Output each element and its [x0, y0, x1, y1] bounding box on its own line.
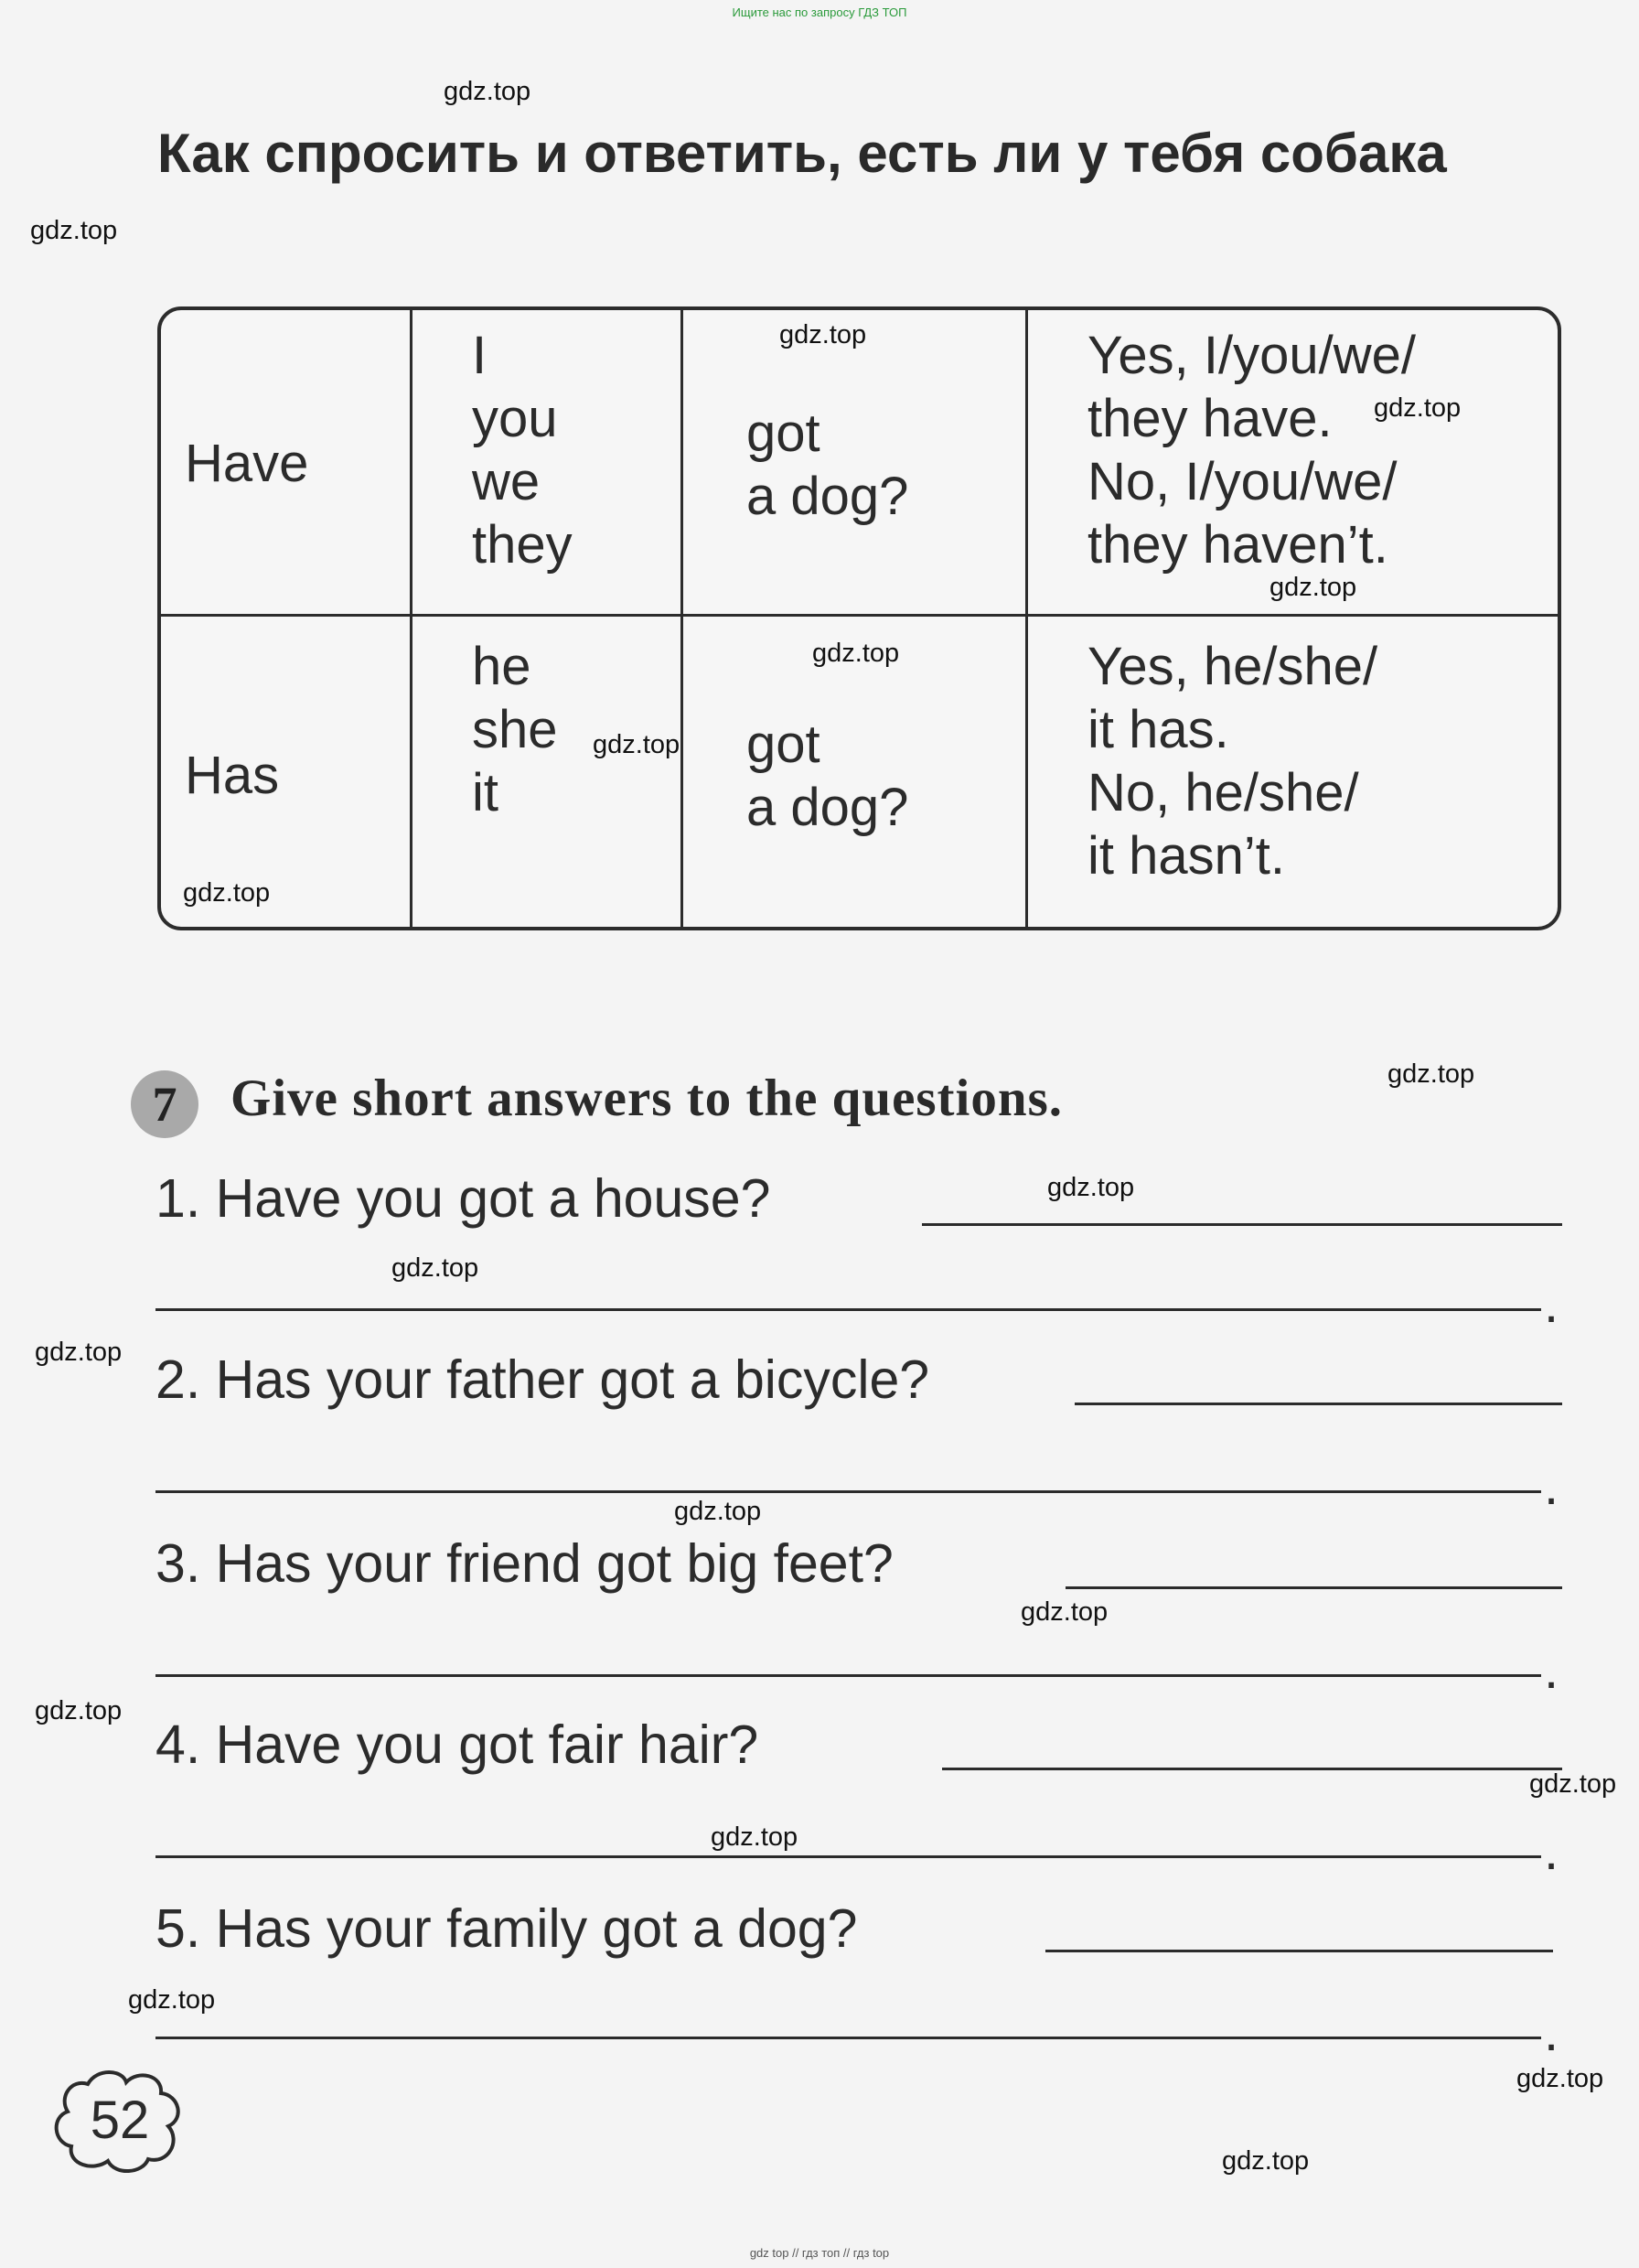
grammar-table	[157, 306, 1561, 930]
answer-line[interactable]	[155, 1674, 1541, 1677]
table-answer: they haven’t.	[1087, 515, 1388, 575]
table-verb-have: Have	[185, 434, 309, 493]
table-subject: she	[472, 700, 558, 759]
watermark: gdz.top	[674, 1497, 762, 1526]
table-answer: it has.	[1087, 700, 1229, 759]
bottom-note: gdz top // гдз топ // гдз top	[749, 2246, 890, 2260]
watermark: gdz.top	[1374, 393, 1462, 423]
watermark: gdz.top	[1269, 573, 1357, 602]
page-number-badge	[51, 2066, 188, 2176]
end-period: .	[1544, 1274, 1559, 1334]
answer-line[interactable]	[155, 1490, 1541, 1493]
watermark: gdz.top	[35, 1338, 123, 1367]
table-answer: Yes, I/you/we/	[1087, 326, 1416, 385]
answer-line[interactable]	[155, 2037, 1541, 2039]
table-subject: he	[472, 637, 531, 696]
table-col-divider	[1025, 310, 1028, 927]
watermark: gdz.top	[593, 730, 680, 759]
watermark: gdz.top	[1021, 1597, 1109, 1627]
table-object: got	[746, 715, 820, 774]
question-2: 2. Has your father got a bicycle?	[155, 1349, 930, 1410]
question-1: 1. Have you got a house?	[155, 1168, 771, 1229]
watermark: gdz.top	[128, 1985, 216, 2015]
watermark: gdz.top	[1047, 1173, 1135, 1202]
end-period: .	[1544, 2003, 1559, 2062]
watermark: gdz.top	[35, 1696, 123, 1725]
exercise-instruction: Give short answers to the questions.	[230, 1070, 1064, 1127]
table-subject: I	[472, 326, 487, 385]
table-col-divider	[410, 310, 412, 927]
table-subject: they	[472, 515, 573, 575]
table-object: a dog?	[746, 778, 909, 837]
end-period: .	[1544, 1822, 1559, 1881]
watermark: gdz.top	[1222, 2146, 1310, 2176]
table-answer: it hasn’t.	[1087, 826, 1285, 886]
answer-line[interactable]	[1045, 1950, 1553, 1952]
table-answer: No, he/she/	[1087, 763, 1359, 822]
table-answer: No, I/you/we/	[1087, 452, 1398, 511]
watermark: gdz.top	[711, 1822, 798, 1852]
table-subject: it	[472, 763, 498, 822]
answer-line[interactable]	[155, 1308, 1541, 1311]
question-3: 3. Has your friend got big feet?	[155, 1533, 894, 1594]
exercise-number-badge: 7	[131, 1070, 198, 1138]
end-period: .	[1544, 1456, 1559, 1516]
page-heading: Как спросить и ответить, есть ли у тебя собака	[157, 123, 1447, 184]
answer-line[interactable]	[922, 1223, 1562, 1226]
table-verb-has: Has	[185, 746, 280, 805]
watermark: gdz.top	[1529, 1769, 1617, 1799]
answer-line[interactable]	[1066, 1586, 1562, 1589]
question-5: 5. Has your family got a dog?	[155, 1898, 858, 1959]
watermark: gdz.top	[1516, 2064, 1604, 2093]
answer-line[interactable]	[942, 1768, 1562, 1770]
table-object: a dog?	[746, 467, 909, 526]
watermark: gdz.top	[812, 639, 900, 668]
table-answer: they have.	[1087, 389, 1333, 448]
end-period: .	[1544, 1640, 1559, 1700]
table-subject: we	[472, 452, 541, 511]
question-4: 4. Have you got fair hair?	[155, 1714, 759, 1775]
watermark: gdz.top	[444, 77, 531, 106]
table-col-divider	[680, 310, 683, 927]
table-object: got	[746, 403, 820, 463]
table-answer: Yes, he/she/	[1087, 637, 1378, 696]
table-row-divider	[161, 614, 1558, 617]
top-note: Ищите нас по запросу ГДЗ ТОП	[732, 5, 907, 19]
answer-line[interactable]	[1075, 1403, 1562, 1405]
watermark: gdz.top	[30, 216, 118, 245]
table-subject: you	[472, 389, 558, 448]
answer-line[interactable]	[155, 1855, 1541, 1858]
page-number: 52	[90, 2091, 150, 2150]
watermark: gdz.top	[779, 320, 867, 349]
watermark: gdz.top	[183, 878, 271, 908]
watermark: gdz.top	[391, 1253, 479, 1283]
watermark: gdz.top	[1387, 1059, 1475, 1089]
